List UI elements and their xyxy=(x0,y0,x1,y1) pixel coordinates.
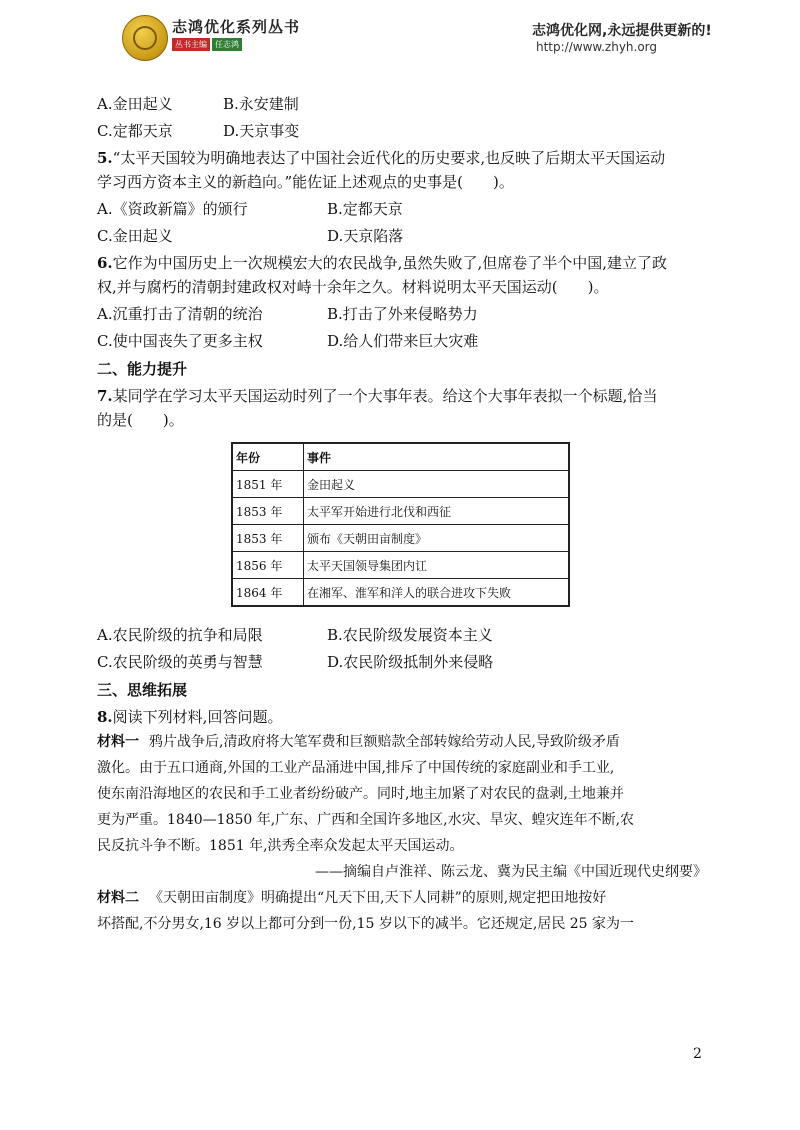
material-2-line: 坏搭配,不分男女,16 岁以上都可分到一份,15 岁以下的减半。它还规定,居民 25 家为一 xyxy=(97,916,635,932)
q6-option-a[interactable]: A.沉重打击了清朝的统治 xyxy=(97,305,263,323)
q6-option-d[interactable]: D.给人们带来巨大灾难 xyxy=(327,332,479,350)
q5-option-d[interactable]: D.天京陷落 xyxy=(327,227,404,245)
material-1-label: 材料一 xyxy=(97,734,139,750)
table-cell-event: 在湘军、淮军和洋人的联合进攻下失败 xyxy=(304,579,570,607)
site-url[interactable]: http://www.zhyh.org xyxy=(536,40,658,54)
editor-label: 丛书主编 xyxy=(172,38,210,51)
q6-number: 6. xyxy=(97,254,113,272)
table-row xyxy=(232,525,569,552)
q5-option-c[interactable]: C.金田起义 xyxy=(97,227,173,245)
q5-text-line-2: 学习西方资本主义的新趋向。”能佐证上述观点的史事是( )。 xyxy=(97,173,514,191)
material-1-line: 激化。由于五口通商,外国的工业产品涌进中国,排斥了中国传统的家庭副业和手工业, xyxy=(97,760,615,776)
q6-text-line-2: 权,并与腐朽的清朝封建政权对峙十余年之久。材料说明太平天国运动( )。 xyxy=(97,278,609,296)
q7-number: 7. xyxy=(97,387,113,405)
q7-text-line-1: 7.某同学在学习太平天国运动时列了一个大事年表。给这个大事年表拟一个标题,恰当 xyxy=(97,387,658,405)
q8-text: 8.阅读下列材料,回答问题。 xyxy=(97,708,283,726)
table-cell-year: 1853 年 xyxy=(232,525,304,552)
section-heading-3: 三、思维拓展 xyxy=(97,681,188,699)
table-header-event: 事件 xyxy=(304,443,570,471)
q7-options-row-1 xyxy=(97,623,707,647)
table-cell-year: 1856 年 xyxy=(232,552,304,579)
table-header-year: 年份 xyxy=(232,443,304,471)
q6-options-row-1 xyxy=(97,302,707,326)
q7-text-line-2: 的是( )。 xyxy=(97,411,184,429)
q7-option-c[interactable]: C.农民阶级的英勇与智慧 xyxy=(97,653,263,671)
editor-badge xyxy=(172,38,242,51)
q8-number: 8. xyxy=(97,708,113,726)
table-header-row xyxy=(232,443,569,471)
table-cell-year: 1851 年 xyxy=(232,471,304,498)
table-row xyxy=(232,498,569,525)
q5-options-row-2 xyxy=(97,224,707,248)
q6-options-row-2 xyxy=(97,329,707,353)
q6-option-c[interactable]: C.使中国丧失了更多主权 xyxy=(97,332,263,350)
material-1-line: 民反抗斗争不断。1851 年,洪秀全率众发起太平天国运动。 xyxy=(97,838,464,854)
q7-options-row-2 xyxy=(97,650,707,674)
q6-option-b[interactable]: B.打击了外来侵略势力 xyxy=(327,305,478,323)
q7-option-b[interactable]: B.农民阶级发展资本主义 xyxy=(327,626,493,644)
table-row xyxy=(232,552,569,579)
q5-number: 5. xyxy=(97,149,113,167)
series-logo-icon xyxy=(122,15,168,61)
material-1 xyxy=(97,729,707,885)
q4-option-a[interactable]: A.金田起义 xyxy=(97,95,173,113)
material-1-line: 使东南沿海地区的农民和手工业者纷纷破产。同时,地主加紧了对农民的盘剥,土地兼并 xyxy=(97,786,624,802)
table-row xyxy=(232,579,569,607)
material-2-label: 材料二 xyxy=(97,890,139,906)
series-title: 志鸿优化系列丛书 xyxy=(172,18,301,36)
page-header xyxy=(0,0,800,70)
table-cell-event: 太平天国领导集团内讧 xyxy=(304,552,570,579)
table-cell-event: 颁布《天朝田亩制度》 xyxy=(304,525,570,552)
events-table xyxy=(231,442,570,607)
section-heading-2: 二、能力提升 xyxy=(97,360,188,378)
table-cell-event: 太平军开始进行北伐和西征 xyxy=(304,498,570,525)
q4-option-b[interactable]: B.永安建制 xyxy=(223,95,299,113)
table-cell-year: 1853 年 xyxy=(232,498,304,525)
q4-option-d[interactable]: D.天京事变 xyxy=(223,122,300,140)
q4-option-c[interactable]: C.定都天京 xyxy=(97,122,173,140)
table-cell-year: 1864 年 xyxy=(232,579,304,607)
material-2-line: 材料二 《天朝田亩制度》明确提出“凡天下田,天下人同耕”的原则,规定把田地按好 xyxy=(97,890,607,906)
q7-option-a[interactable]: A.农民阶级的抗争和局限 xyxy=(97,626,263,644)
table-row xyxy=(232,471,569,498)
material-1-line: 材料一 鸦片战争后,清政府将大笔军费和巨额赔款全部转嫁给劳动人民,导致阶级矛盾 xyxy=(97,734,620,750)
table-cell-event: 金田起义 xyxy=(304,471,570,498)
q5-text-line-1: 5.“太平天国较为明确地表达了中国社会近代化的历史要求,也反映了后期太平天国运动 xyxy=(97,149,666,167)
site-slogan: 志鸿优化网,永远提供更新的! xyxy=(532,23,712,39)
q6-text-line-1: 6.它作为中国历史上一次规模宏大的农民战争,虽然失败了,但席卷了半个中国,建立了政 xyxy=(97,254,667,272)
question-6 xyxy=(97,251,707,353)
question-8 xyxy=(97,705,707,937)
material-1-line: 更为严重。1840—1850 年,广东、广西和全国许多地区,水灾、旱灾、蝗灾连年不断,农 xyxy=(97,812,635,828)
q5-option-a[interactable]: A.《资政新篇》的颁行 xyxy=(97,200,248,218)
material-1-source: ——摘编自卢淮祥、陈云龙、冀为民主编《中国近现代史纲要》 xyxy=(315,864,707,880)
page-number: 2 xyxy=(693,1046,702,1062)
q4-options-row-2 xyxy=(97,119,707,143)
material-2 xyxy=(97,885,707,937)
q7-option-d[interactable]: D.农民阶级抵制外来侵略 xyxy=(327,653,494,671)
editor-name: 任志鸿 xyxy=(212,38,242,51)
q4-options-row-1 xyxy=(97,92,707,116)
q5-options-row-1 xyxy=(97,197,707,221)
question-7 xyxy=(97,384,707,674)
question-5 xyxy=(97,146,707,248)
worksheet-content xyxy=(97,92,707,937)
q5-option-b[interactable]: B.定都天京 xyxy=(327,200,403,218)
